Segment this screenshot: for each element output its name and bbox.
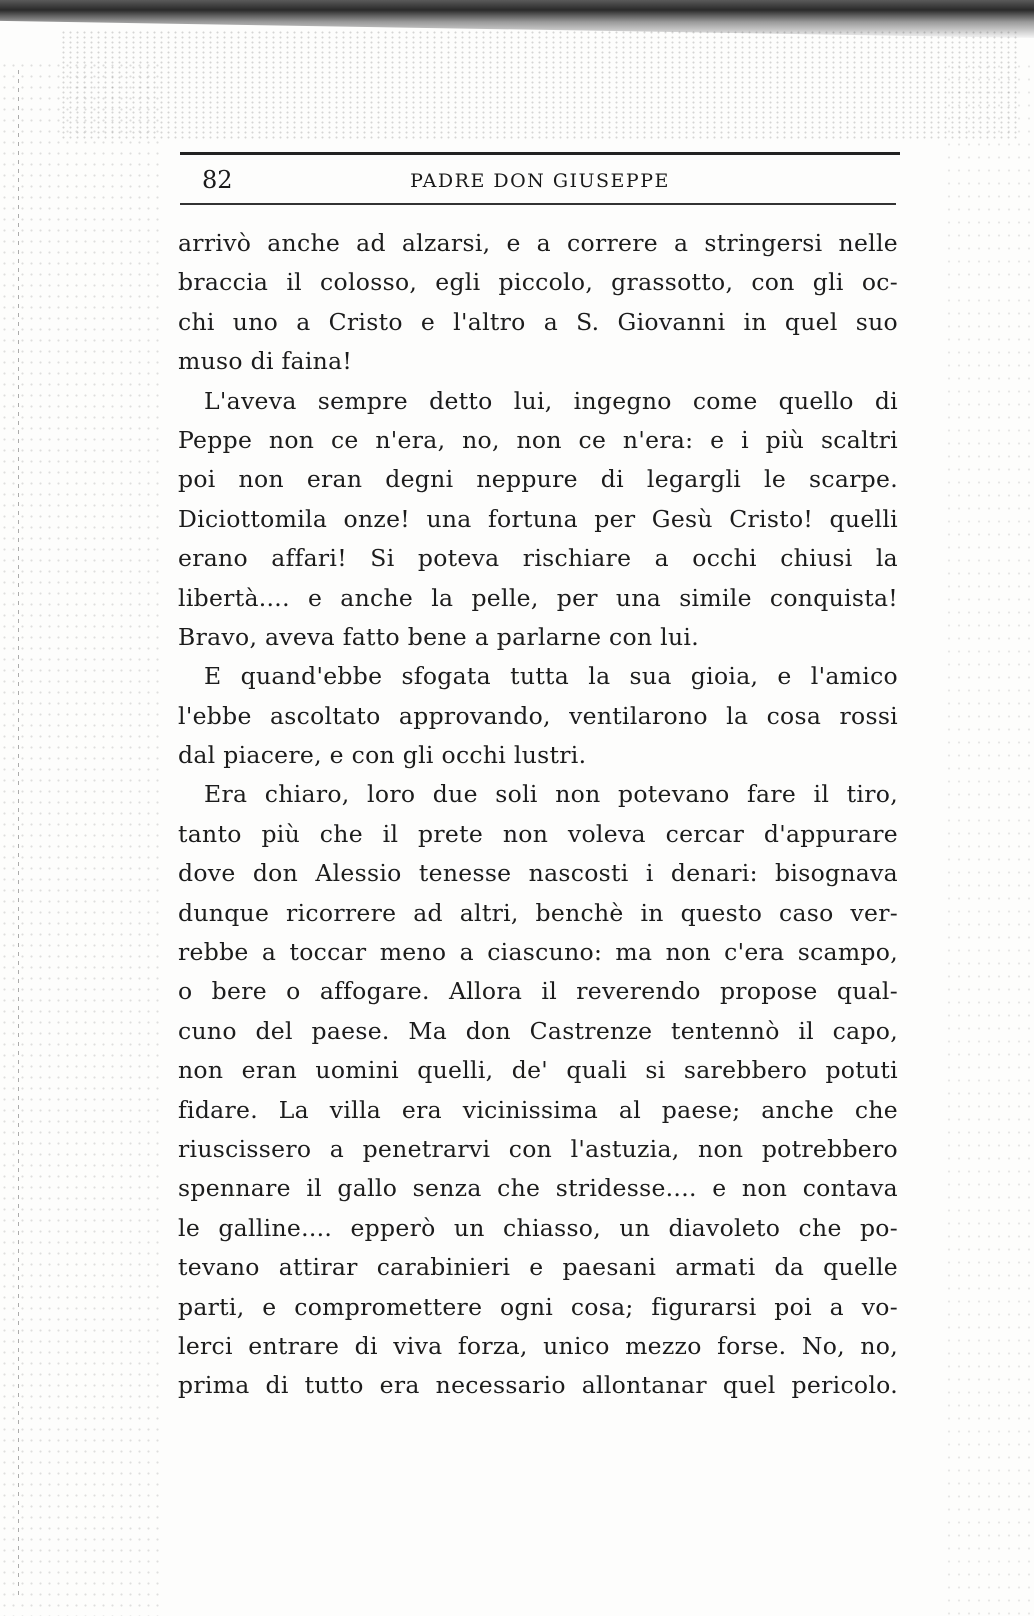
text-line: chi uno a Cristo e l'altro a S. Giovanni in quel suo [178,307,898,336]
text-line: Peppe non ce n'era, no, non ce n'era: e i più scaltri [178,425,898,454]
text-line: cuno del paese. Ma don Castrenze tentennò il capo, [178,1016,898,1045]
page-number: 82 [202,166,233,194]
text-line: lerci entrare di viva forza, unico mezzo forse. No, no, [178,1331,898,1360]
text-line: erano affari! Si poteva rischiare a occhi chiusi la [178,544,898,573]
running-title: PADRE DON GIUSEPPE [410,170,670,192]
text-line: E quand'ebbe sfogata tutta la sua gioia, e l'amico [204,662,898,691]
text-line: dal piacere, e con gli occhi lustri. [178,741,587,770]
header-rule-top [180,152,900,155]
text-line: l'ebbe ascoltato approvando, ventilarono la cosa rossi [178,701,898,730]
text-line: riuscissero a penetrarvi con l'astuzia, non potrebbero [178,1134,898,1163]
scan-left-margin-mark [18,70,19,1600]
page-header [180,160,900,200]
text-line: non eran uomini quelli, de' quali si sarebbero potuti [178,1056,898,1085]
scan-top-edge [0,0,1034,38]
scan-noise-right [944,60,1034,1616]
text-line: fidare. La villa era vicinissima al paese; anche che [178,1095,898,1124]
text-line: Era chiaro, loro due soli non potevano fare il tiro, [204,780,898,809]
text-line: Bravo, aveva fatto bene a parlarne con lui. [178,622,699,651]
text-line: tevano attirar carabinieri e paesani armati da quelle [178,1253,898,1282]
scan-noise-left [0,60,160,1616]
text-line: libertà.... e anche la pelle, per una simile conquista! [178,583,898,612]
text-line: muso di faina! [178,347,353,376]
text-line: prima di tutto era necessario allontanar quel pericolo. [178,1371,898,1400]
text-line: arrivò anche ad alzarsi, e a correre a stringersi nelle [178,229,898,257]
text-line: o bere o affogare. Allora il reverendo propose qual- [178,977,898,1006]
text-line: le galline.... epperò un chiasso, un diavoleto che po- [178,1213,898,1242]
text-line: Diciottomila onze! una fortuna per Gesù Cristo! quelli [178,504,898,533]
text-line: parti, e compromettere ogni cosa; figurarsi poi a vo- [178,1292,898,1321]
scan-noise-top [60,30,1020,140]
text-line: dunque ricorrere ad altri, benchè in questo caso ver- [178,898,898,927]
text-line: rebbe a toccar meno a ciascuno: ma non c'era scampo, [178,938,898,967]
text-line: braccia il colosso, egli piccolo, grassotto, con gli oc- [178,268,898,297]
text-line: dove don Alessio tenesse nascosti i denari: bisognava [178,859,898,888]
text-line: poi non eran degni neppure di legargli le scarpe. [178,465,898,494]
body-text [178,224,898,1406]
text-line: tanto più che il prete non voleva cercar d'appurare [178,819,898,848]
text-line: L'aveva sempre detto lui, ingegno come quello di [204,386,898,415]
text-line: spennare il gallo senza che stridesse.... e non contava [178,1174,898,1203]
header-rule-bottom [180,203,896,205]
